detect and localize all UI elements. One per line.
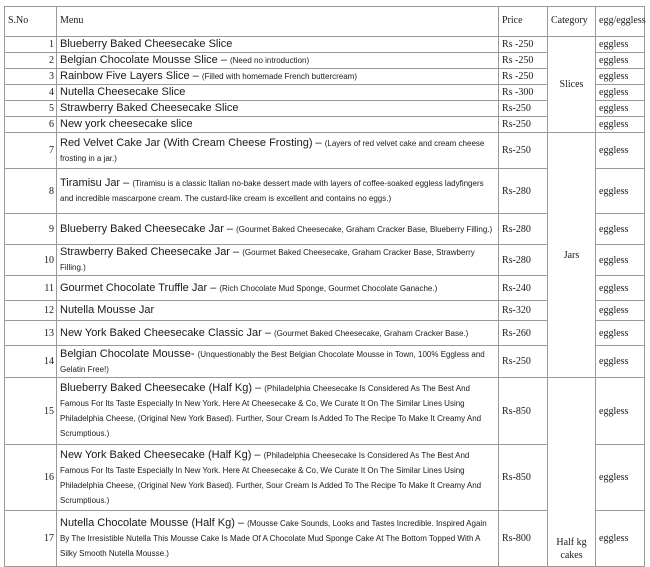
row-number: 2 [5, 53, 57, 69]
egg-status: eggless [596, 69, 645, 85]
item-name: Blueberry Baked Cheesecake Jar – [60, 222, 237, 235]
egg-status: eggless [596, 169, 645, 214]
egg-status: eggless [596, 133, 645, 169]
item-price: Rs-320 [499, 301, 548, 321]
item-description: (Filled with homemade French buttercream) [201, 72, 358, 81]
table-row [5, 133, 645, 169]
row-number: 13 [5, 321, 57, 346]
item-description: (Mousse Cake Sounds, Looks and Tastes Incredible. Inspired Again By The Irresistible Nutella This Mousse Cake Is Made Of A Chocolate Mud Sponge Cake At The Bottom Topped With A Silky Smooth Nutella Mousse.) [60, 519, 487, 558]
category-slices: Slices [548, 37, 596, 133]
header-egg: egg/eggless [596, 7, 645, 37]
menu-item [57, 101, 499, 117]
item-description: (Rich Chocolate Mud Sponge, Gourmet Chocolate Ganache.) [219, 283, 438, 293]
row-number: 17 [5, 511, 57, 567]
item-price: Rs-280 [499, 245, 548, 276]
row-number: 10 [5, 245, 57, 276]
menu-item [57, 169, 499, 214]
menu-item [57, 214, 499, 245]
item-name: Strawberry Baked Cheesecake Jar – [60, 246, 243, 258]
item-description: (Philadelphia Cheesecake Is Considered As The Best And Famous For Its Taste Especially In New York. Here At Cheesecake & Co, We Curate It On The Similar Lines Using Philadelphia Cheese, (Original New York Based). Further, Sour Cream Is Added To The Recipe To Make It Creamy And Scrumptious.) [60, 450, 482, 505]
egg-status: eggless [596, 37, 645, 53]
item-price: Rs-240 [499, 276, 548, 301]
item-name: Strawberry Baked Cheesecake Slice [60, 102, 239, 114]
item-price: Rs-250 [499, 346, 548, 378]
row-number: 8 [5, 169, 57, 214]
item-price: Rs-260 [499, 321, 548, 346]
item-name: Blueberry Baked Cheesecake (Half Kg) – [60, 382, 265, 394]
row-number: 12 [5, 301, 57, 321]
row-number: 15 [5, 378, 57, 445]
item-name: New York Baked Cheesecake Classic Jar – [60, 326, 274, 339]
menu-item [57, 511, 499, 567]
item-price: Rs-280 [499, 214, 548, 245]
menu-item [57, 301, 499, 321]
egg-status: eggless [596, 117, 645, 133]
egg-status: eggless [596, 301, 645, 321]
item-description: (Need no introduction) [229, 56, 310, 65]
egg-status: eggless [596, 445, 645, 511]
row-number: 14 [5, 346, 57, 378]
item-description: (Unquestionably the Best Belgian Chocolate Mousse in Town, 100% Eggless and Gelatin Free!) [60, 349, 485, 374]
item-name: Nutella Chocolate Mousse (Half Kg) – [60, 517, 248, 529]
item-name: Belgian Chocolate Mousse Slice – [60, 54, 230, 66]
category-half-kg-line1: Half kg [556, 537, 587, 548]
header-menu: Menu [57, 7, 499, 37]
item-price: Rs-250 [499, 133, 548, 169]
item-name: New York Baked Cheesecake (Half Kg) – [60, 448, 264, 461]
item-name: Nutella Mousse Jar [60, 304, 155, 316]
item-description: (Gourmet Baked Cheesecake, Graham Cracker Base, Blueberry Filling.) [236, 224, 493, 234]
item-price: Rs -250 [499, 69, 548, 85]
row-number: 9 [5, 214, 57, 245]
item-price: Rs -250 [499, 37, 548, 53]
item-price: Rs-850 [499, 445, 548, 511]
menu-item [57, 133, 499, 169]
header-sno: S.No [5, 7, 57, 37]
category-half-kg-cakes [548, 378, 596, 567]
item-description: (Gourmet Baked Cheesecake, Graham Cracker Base, Strawberry Filling.) [60, 248, 475, 272]
item-price: Rs-850 [499, 378, 548, 445]
egg-status: eggless [596, 346, 645, 378]
egg-status: eggless [596, 214, 645, 245]
item-name: Nutella Cheesecake Slice [60, 86, 186, 98]
item-price: Rs-250 [499, 117, 548, 133]
row-number: 3 [5, 69, 57, 85]
menu-item [57, 346, 499, 378]
egg-status: eggless [596, 53, 645, 69]
row-number: 5 [5, 101, 57, 117]
item-price: Rs -250 [499, 53, 548, 69]
item-name: Red Velvet Cake Jar (With Cream Cheese Frosting) – [60, 136, 325, 149]
item-description: (Layers of red velvet cake and cream cheese frosting in a jar.) [60, 138, 485, 163]
menu-item [57, 378, 499, 445]
egg-status: eggless [596, 245, 645, 276]
egg-status: eggless [596, 511, 645, 567]
item-price: Rs-280 [499, 169, 548, 214]
item-name: New york cheesecake slice [60, 118, 193, 130]
menu-item [57, 245, 499, 276]
menu-item [57, 85, 499, 101]
menu-item [57, 69, 499, 85]
header-category: Category [548, 7, 596, 37]
table-row [5, 378, 645, 445]
menu-item [57, 276, 499, 301]
row-number: 11 [5, 276, 57, 301]
egg-status: eggless [596, 85, 645, 101]
item-description: (Tiramisu is a classic Italian no-bake dessert made with layers of coffee-soaked eggless ladyfingers and incredible mascarpone cream. The custard-like cream is excellent and contains no eggs.) [60, 179, 484, 203]
menu-table [4, 6, 645, 567]
egg-status: eggless [596, 321, 645, 346]
item-price: Rs-800 [499, 511, 548, 567]
row-number: 6 [5, 117, 57, 133]
row-number: 1 [5, 37, 57, 53]
menu-item [57, 117, 499, 133]
item-name: Blueberry Baked Cheesecake Slice [60, 38, 233, 50]
category-jars: Jars [548, 133, 596, 378]
egg-status: eggless [596, 101, 645, 117]
row-number: 4 [5, 85, 57, 101]
row-number: 7 [5, 133, 57, 169]
menu-item [57, 445, 499, 511]
item-price: Rs-250 [499, 101, 548, 117]
header-price: Price [499, 7, 548, 37]
item-name: Belgian Chocolate Mousse- [60, 347, 198, 360]
egg-status: eggless [596, 378, 645, 445]
menu-item [57, 321, 499, 346]
menu-item [57, 53, 499, 69]
row-number: 16 [5, 445, 57, 511]
header-row [5, 7, 645, 37]
item-name: Tiramisu Jar – [60, 177, 133, 189]
egg-status: eggless [596, 276, 645, 301]
item-name: Gourmet Chocolate Truffle Jar – [60, 281, 220, 294]
item-description: (Philadelphia Cheesecake Is Considered As The Best And Famous For Its Taste Especially In New York. Here At Cheesecake & Co, We Curate It On The Similar Lines Using Philadelphia Cheese, (Original New York Based). Further, Sour Cream Is Added To The Recipe To Make It Creamy And Scrumptious.) [60, 384, 482, 438]
item-description: (Gourmet Baked Cheesecake, Graham Cracker Base.) [274, 328, 469, 338]
table-row [5, 37, 645, 53]
item-name: Rainbow Five Layers Slice – [60, 70, 202, 82]
category-half-kg-line2: cakes [560, 550, 583, 561]
menu-item [57, 37, 499, 53]
item-price: Rs -300 [499, 85, 548, 101]
